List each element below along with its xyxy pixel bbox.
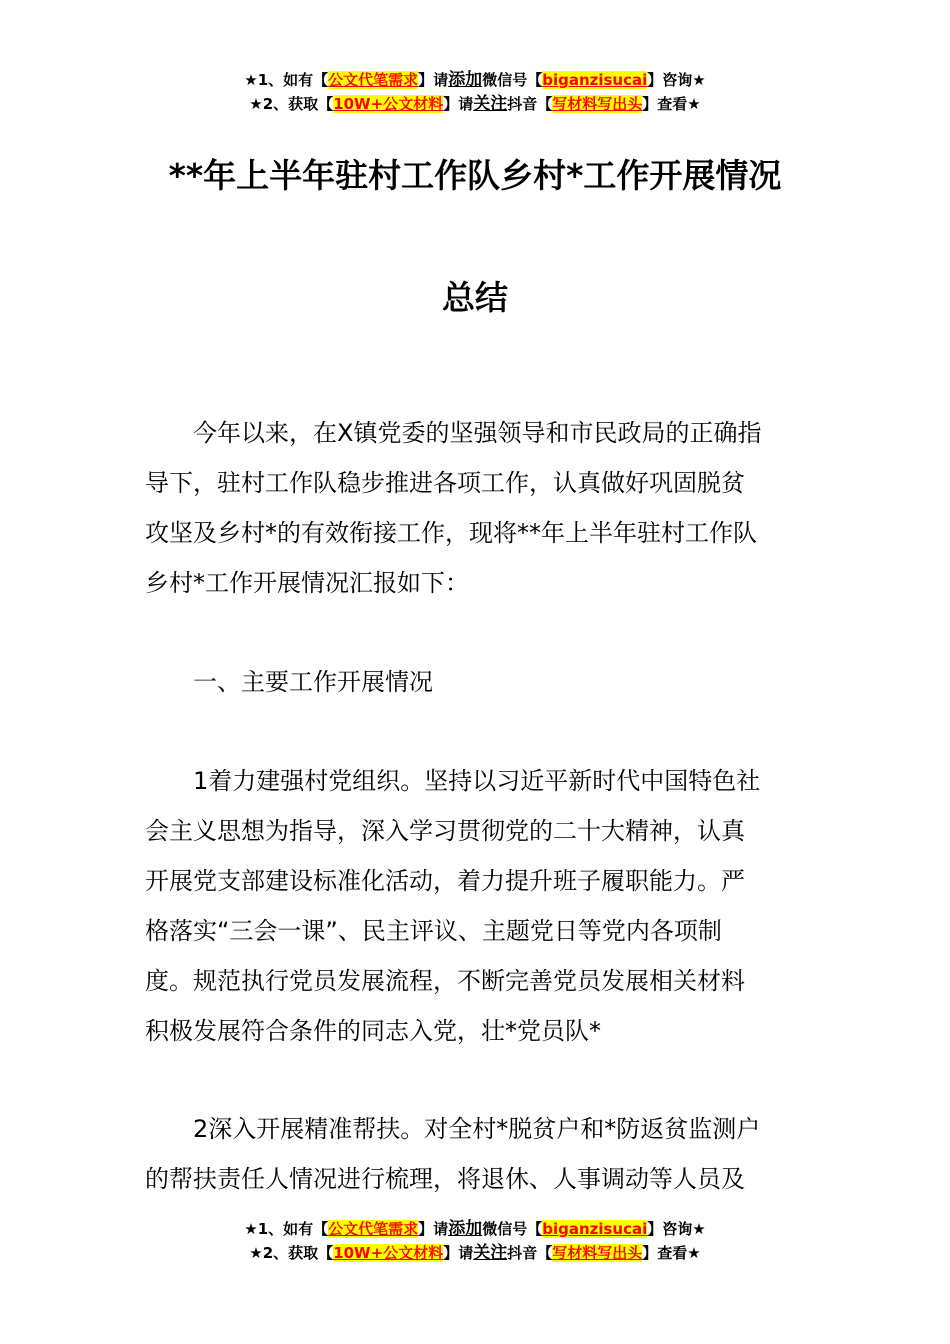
banner-text: 】查看★ <box>642 1244 701 1262</box>
document-title-line-2: 总结 <box>442 278 508 317</box>
highlight-text: 公文代笔需求 <box>328 71 419 89</box>
paragraph-1 <box>145 756 815 1056</box>
banner-text: 】请 <box>443 1244 474 1262</box>
banner-text: ★2、获取【 <box>249 95 334 113</box>
banner-text: 抖音【 <box>507 1244 553 1262</box>
highlight-text: biganzisucai <box>542 1220 648 1238</box>
paragraph-intro <box>145 408 815 608</box>
document-title: **年上半年驻村工作队乡村*工作开展情况 <box>168 156 782 195</box>
text-line: 格落实“三会一课”、民主评议、主题党日等党内各项制 <box>145 917 722 945</box>
header-banner <box>0 68 950 116</box>
banner-text: 】咨询★ <box>647 1220 706 1238</box>
text-line: 导下，驻村工作队稳步推进各项工作，认真做好巩固脱贫 <box>145 469 745 497</box>
banner-text: 微信号【 <box>482 1220 543 1238</box>
underlined-text: 关注 <box>473 94 508 114</box>
banner-text: 】请 <box>443 95 474 113</box>
highlight-text: 10W+公文材料 <box>333 95 444 113</box>
banner-line-1 <box>0 1217 950 1241</box>
text-line: 今年以来，在X镇党委的坚强领导和市民政局的正确指 <box>145 419 762 447</box>
text-line: 会主义思想为指导，深入学习贯彻党的二十大精神，认真 <box>145 817 745 845</box>
highlight-text: 10W+公文材料 <box>333 1244 444 1262</box>
underlined-text: 添加 <box>448 70 483 90</box>
text-line: 的帮扶责任人情况进行梳理，将退休、人事调动等人员及 <box>145 1165 745 1193</box>
banner-text: 微信号【 <box>482 71 543 89</box>
text-line: 1着力建强村党组织。坚持以习近平新时代中国特色社 <box>145 767 761 795</box>
banner-text: 】请 <box>418 1220 449 1238</box>
banner-text: 抖音【 <box>507 95 553 113</box>
banner-text: 】咨询★ <box>647 71 706 89</box>
text-line: 一、主要工作开展情况 <box>145 668 433 696</box>
banner-text: ★1、如有【 <box>244 1220 329 1238</box>
highlight-text: 写材料写出头 <box>552 1244 643 1262</box>
paragraph-2 <box>145 1104 815 1204</box>
highlight-text: 公文代笔需求 <box>328 1220 419 1238</box>
banner-line-2 <box>0 1241 950 1265</box>
text-line: 度。规范执行党员发展流程，不断完善党员发展相关材料 <box>145 967 745 995</box>
text-line: 积极发展符合条件的同志入党，壮*党员队* <box>145 1017 601 1045</box>
banner-text: ★1、如有【 <box>244 71 329 89</box>
banner-text: 】查看★ <box>642 95 701 113</box>
text-line: 乡村*工作开展情况汇报如下： <box>145 569 469 597</box>
text-line: 攻坚及乡村*的有效衔接工作，现将**年上半年驻村工作队 <box>145 519 757 547</box>
highlight-text: 写材料写出头 <box>552 95 643 113</box>
text-line: 开展党支部建设标准化活动，着力提升班子履职能力。严 <box>145 867 745 895</box>
footer-banner <box>0 1217 950 1265</box>
section-heading <box>145 657 815 707</box>
banner-line-1 <box>0 68 950 92</box>
underlined-text: 关注 <box>473 1243 508 1263</box>
highlight-text: biganzisucai <box>542 71 648 89</box>
banner-text: 】请 <box>418 71 449 89</box>
text-line: 2深入开展精准帮扶。对全村*脱贫户和*防返贫监测户 <box>145 1115 761 1143</box>
banner-line-2 <box>0 92 950 116</box>
banner-text: ★2、获取【 <box>249 1244 334 1262</box>
underlined-text: 添加 <box>448 1219 483 1239</box>
